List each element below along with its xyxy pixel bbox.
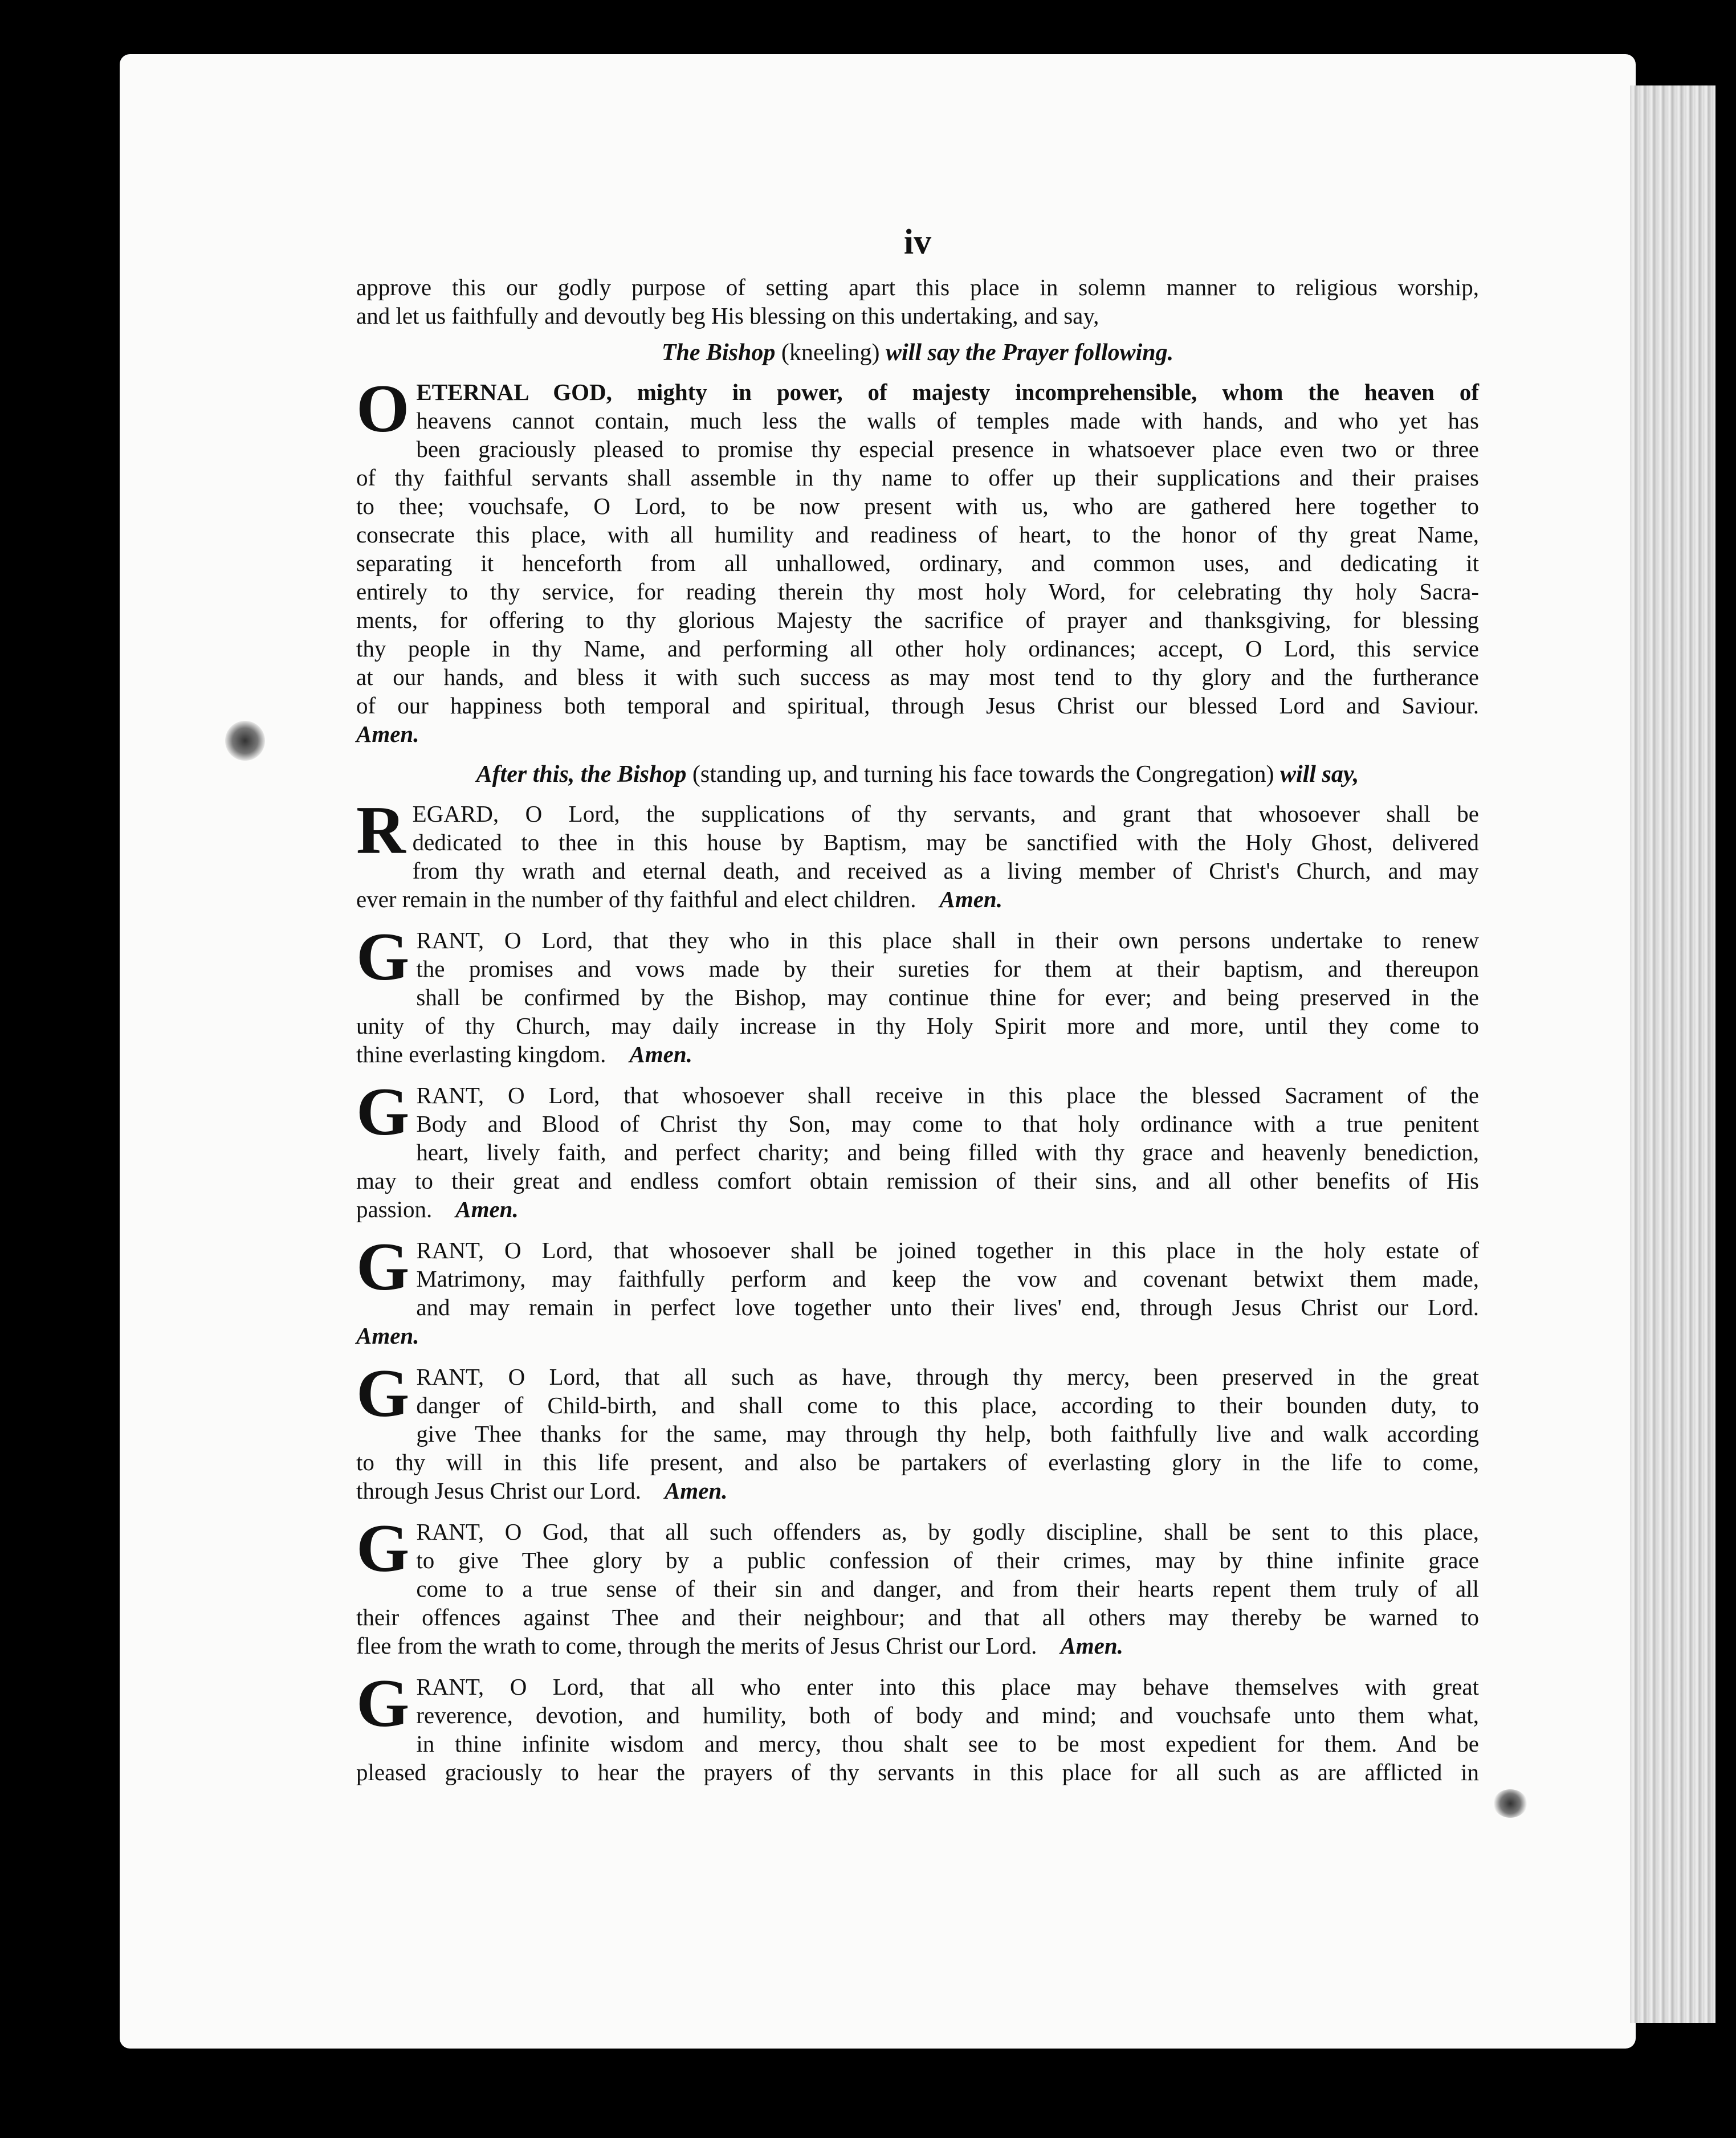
amen: Amen. (1060, 1633, 1123, 1659)
adjacent-page-edge (1630, 85, 1715, 2023)
text-line: approve this our godly purpose of setting apart this place in solemn manner to religious worship, (356, 274, 1479, 300)
text-line: RANT, O Lord, that all who enter into this place may behave themselves with great (416, 1674, 1479, 1700)
text-line: the promises and vows made by their sureties for them at their baptism, and thereupon (416, 956, 1479, 982)
collect-communion (356, 1074, 1479, 1223)
rubric-upright: (standing up, and turning his face towards the Congregation) (692, 761, 1274, 788)
text-line: and may remain in perfect love together unto their lives' end, through Jesus Christ our Lord. (416, 1294, 1479, 1320)
text-line: give Thee thanks for the same, may through thy help, both faithfully live and walk according (416, 1421, 1479, 1447)
text-line: been graciously pleased to promise thy especial presence in whatsoever place even two or three (416, 436, 1479, 462)
text-line: in thine infinite wisdom and mercy, thou shalt see to be most expedient for them. And be (416, 1731, 1479, 1757)
drop-cap: O (356, 370, 410, 446)
text-line: reverence, devotion, and humility, both of body and mind; and vouchsafe unto them what, (416, 1702, 1479, 1728)
drop-cap: R (356, 792, 406, 868)
drop-cap: G (356, 919, 410, 994)
collect-matrimony (356, 1229, 1479, 1350)
text-line: heart, lively faith, and perfect charity; and being filled with thy grace and heavenly benediction, (416, 1139, 1479, 1165)
collect-offenders (356, 1510, 1479, 1660)
line-text: thine everlasting kingdom. (356, 1041, 606, 1067)
text-line: and let us faithfully and devoutly beg His blessing on this undertaking, and say, (356, 303, 1099, 329)
line-text: ever remain in the number of thy faithful and elect children. (356, 886, 916, 912)
amen: Amen. (455, 1196, 519, 1222)
collect-confirmation (356, 919, 1479, 1068)
consecration-prayer (356, 370, 1479, 748)
rubric-tail: will say, (1279, 761, 1359, 788)
text-line: ments, for offering to thy glorious Majesty the sacrifice of prayer and thanksgiving, for blessing (356, 607, 1479, 633)
text-line: of our happiness both temporal and spiritual, through Jesus Christ our blessed Lord and Saviour. (356, 692, 1479, 719)
text-line: may to their great and endless comfort obtain remission of their sins, and all other benefits of His (356, 1168, 1479, 1194)
text-line (356, 1195, 1479, 1223)
text-line: to thee; vouchsafe, O Lord, to be now present with us, who are gathered here together to (356, 493, 1479, 519)
rubric-tail: will say the Prayer following. (885, 340, 1174, 366)
page-content (356, 222, 1479, 1799)
text-line (356, 1321, 1479, 1350)
rubric-bishop-kneeling (356, 339, 1479, 366)
text-line: entirely to thy service, for reading therein thy most holy Word, for celebrating thy holy Sacra- (356, 578, 1479, 605)
ink-smudge (1493, 1789, 1527, 1818)
text-line (356, 1476, 1479, 1505)
text-line: RANT, O Lord, that whosoever shall receive in this place the blessed Sacrament of the (416, 1082, 1479, 1108)
text-line: their offences against Thee and their neighbour; and that all others may thereby be warned to (356, 1604, 1479, 1630)
text-line: to give Thee glory by a public confession of their crimes, may by thine infinite grace (416, 1547, 1479, 1573)
text-line: dedicated to thee in this house by Baptism, may be sanctified with the Holy Ghost, delivered (412, 829, 1479, 855)
text-line: unity of thy Church, may daily increase in thy Holy Spirit more and more, until they come to (356, 1013, 1479, 1039)
drop-cap: G (356, 1074, 410, 1149)
text-line: RANT, O Lord, that whosoever shall be joined together in this place in the holy estate of (416, 1237, 1479, 1263)
text-line: from thy wrath and eternal death, and received as a living member of Christ's Church, and may (412, 858, 1479, 884)
rubric-lead: The Bishop (661, 340, 776, 366)
text-line: Matrimony, may faithfully perform and keep the vow and covenant betwixt them made, (416, 1266, 1479, 1292)
text-line: thy people in thy Name, and performing all other holy ordinances; accept, O Lord, this service (356, 635, 1479, 662)
text-line (356, 1631, 1479, 1660)
drop-cap: G (356, 1229, 410, 1304)
drop-cap: G (356, 1665, 410, 1741)
text-line: come to a true sense of their sin and danger, and from their hearts repent them truly of all (416, 1576, 1479, 1602)
intro-paragraph (356, 273, 1479, 330)
drop-cap: G (356, 1510, 410, 1586)
rubric-bishop-standing (356, 761, 1479, 788)
text-line: ETERNAL GOD, mighty in power, of majesty incomprehensible, whom the heaven of (416, 379, 1479, 405)
text-line: separating it henceforth from all unhallowed, ordinary, and common uses, and dedicating it (356, 550, 1479, 576)
text-line: consecrate this place, with all humility and readiness of heart, to the honor of thy great Name, (356, 521, 1479, 548)
text-line: of thy faithful servants shall assemble in thy name to offer up their supplications and their praises (356, 464, 1479, 491)
page-number: iv (903, 223, 932, 262)
text-line: EGARD, O Lord, the supplications of thy servants, and grant that whosoever shall be (412, 801, 1479, 827)
text-line: Body and Blood of Christ thy Son, may come to that holy ordinance with a true penitent (416, 1111, 1479, 1137)
collect-childbirth (356, 1355, 1479, 1505)
text-line: shall be confirmed by the Bishop, may continue thine for ever; and being preserved in the (416, 984, 1479, 1010)
text-line (356, 1040, 1479, 1068)
text-line: heavens cannot contain, much less the walls of temples made with hands, and who yet has (416, 407, 1479, 434)
text-line (356, 885, 1479, 913)
amen: Amen. (356, 721, 419, 747)
text-line: RANT, O God, that all such offenders as, by godly discipline, shall be sent to this place, (416, 1519, 1479, 1545)
collect-baptism (356, 792, 1479, 913)
ink-smudge (225, 721, 265, 761)
collect-reverence (356, 1665, 1479, 1786)
text-line: at our hands, and bless it with such success as may most tend to thy glory and the furtherance (356, 664, 1479, 690)
amen: Amen. (356, 1323, 419, 1349)
line-text: passion. (356, 1196, 433, 1222)
rubric-lead: After this, the Bishop (476, 761, 687, 788)
text-line: pleased graciously to hear the prayers of thy servants in this place for all such as are afflicted in (356, 1759, 1479, 1785)
text-line: RANT, O Lord, that all such as have, through thy mercy, been preserved in the great (416, 1364, 1479, 1390)
text-line: RANT, O Lord, that they who in this place shall in their own persons undertake to renew (416, 927, 1479, 953)
text-line: danger of Child-birth, and shall come to this place, according to their bounden duty, to (416, 1392, 1479, 1418)
rubric-upright: (kneeling) (781, 340, 880, 366)
line-text: through Jesus Christ our Lord. (356, 1478, 641, 1504)
line-text: flee from the wrath to come, through the merits of Jesus Christ our Lord. (356, 1633, 1037, 1659)
text-line: to thy will in this life present, and also be partakers of everlasting glory in the life to come, (356, 1449, 1479, 1475)
amen: Amen. (629, 1041, 692, 1067)
text-line (356, 720, 1479, 748)
drop-cap: G (356, 1355, 410, 1431)
amen: Amen. (664, 1478, 728, 1504)
amen: Amen. (939, 886, 1003, 912)
